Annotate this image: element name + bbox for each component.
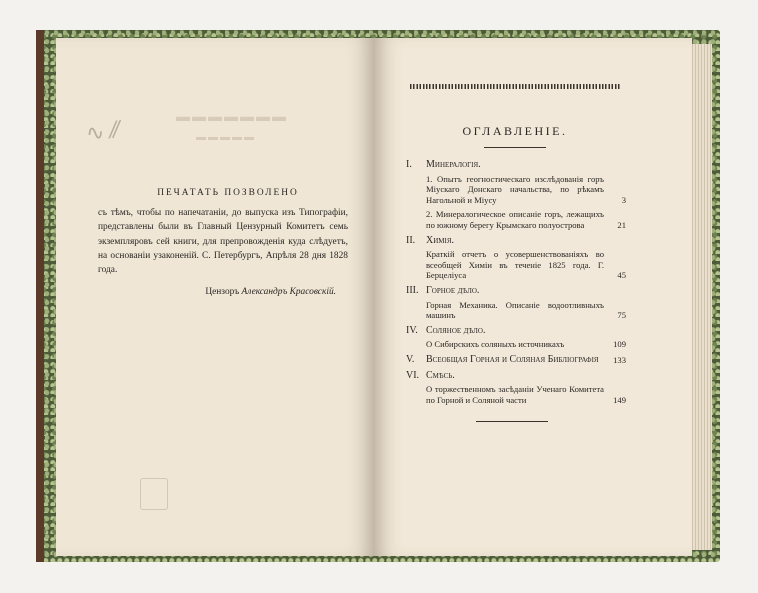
end-rule bbox=[476, 421, 548, 422]
page-number: 149 bbox=[613, 394, 626, 405]
entry-text: Горная Механика. Описаніе водоотливныхъ машинъ bbox=[426, 299, 604, 321]
pencil-marking-icon: ∿ ⁄⁄ bbox=[84, 117, 121, 148]
imprimatur-text: съ тѣмъ, чтобы по напечатаніи, до выпуска изъ Типографіи, представлены были въ Главный Цензурный Комитетъ семь экземпляровъ сей книги, для препровожденія куда слѣдуетъ, на основаніи узаконеній. С. Петербургъ, Апрѣля 28 дня 1828 года. bbox=[98, 208, 348, 276]
toc-section bbox=[406, 371, 626, 382]
entry-text: 2. Минералогическое описаніе горъ, лежащихъ по южному берегу Крымскаго полуострова bbox=[426, 209, 604, 230]
section-title: Химія. bbox=[426, 234, 455, 246]
toc-section bbox=[406, 286, 626, 297]
toc-section bbox=[406, 160, 626, 171]
page-number: 75 bbox=[617, 310, 626, 321]
page-number: 133 bbox=[613, 354, 626, 365]
imprimatur-block bbox=[98, 186, 348, 299]
title-rule bbox=[484, 147, 546, 148]
section-number: III. bbox=[406, 284, 419, 296]
censor-label: Цензоръ bbox=[205, 287, 240, 298]
section-title: Горное дѣло. bbox=[426, 284, 480, 296]
imprimatur-title: ПЕЧАТАТЬ ПОЗВОЛЕНО bbox=[157, 188, 299, 198]
ornamental-hatch-rule bbox=[410, 84, 620, 89]
section-number: V. bbox=[406, 353, 415, 365]
toc-title: ОГЛАВЛЕНІЕ. bbox=[462, 124, 568, 138]
toc-section bbox=[406, 236, 626, 247]
page-edges bbox=[690, 44, 712, 550]
section-title: Соляное дѣло. bbox=[426, 324, 486, 336]
toc-entry bbox=[426, 300, 626, 321]
section-title: Всеобщая Горная и Соляная Библіографія bbox=[426, 353, 599, 365]
toc-section bbox=[406, 355, 626, 366]
faint-stamp-icon bbox=[140, 478, 168, 510]
toc-section bbox=[406, 326, 626, 337]
entry-text: О Сибирскихъ соляныхъ источникахъ bbox=[426, 339, 565, 350]
page-number: 21 bbox=[617, 219, 626, 230]
section-number: VI. bbox=[406, 369, 420, 381]
show-through-text: ▬▬▬▬▬▬▬ bbox=[176, 110, 288, 125]
page-number: 45 bbox=[617, 270, 626, 281]
section-number: IV. bbox=[406, 324, 418, 336]
entry-text: 1. Опытъ геогностическаго изслѣдованія горъ Міускаго Донскаго начальства, по рѣкамъ Нагольной и Міусу bbox=[426, 173, 604, 205]
toc-entry bbox=[426, 339, 626, 350]
toc-entry bbox=[426, 384, 626, 405]
section-number: I. bbox=[406, 159, 412, 170]
table-of-contents bbox=[406, 160, 626, 409]
toc-entry bbox=[426, 209, 626, 230]
toc-entry bbox=[426, 249, 626, 281]
section-number: II. bbox=[406, 234, 416, 246]
entry-text: Краткій отчетъ о усовершенствованіяхъ во всеобщей Химіи въ теченіе 1825 года. Г. Берцеліуса bbox=[426, 249, 604, 281]
page-number: 109 bbox=[613, 339, 626, 350]
entry-text: О торжественномъ засѣданіи Ученаго Комитета по Горной и Соляной части bbox=[426, 384, 604, 405]
censor-line bbox=[98, 285, 348, 299]
book-spine-leather bbox=[36, 30, 44, 562]
section-title: Минералогія. bbox=[426, 159, 481, 170]
toc-entry bbox=[426, 174, 626, 206]
censor-name: Александръ Красовскій. bbox=[241, 287, 336, 298]
page-number: 3 bbox=[621, 194, 626, 205]
section-title: Смѣсь. bbox=[426, 369, 455, 381]
show-through-text: ▬▬▬▬▬ bbox=[196, 132, 256, 143]
